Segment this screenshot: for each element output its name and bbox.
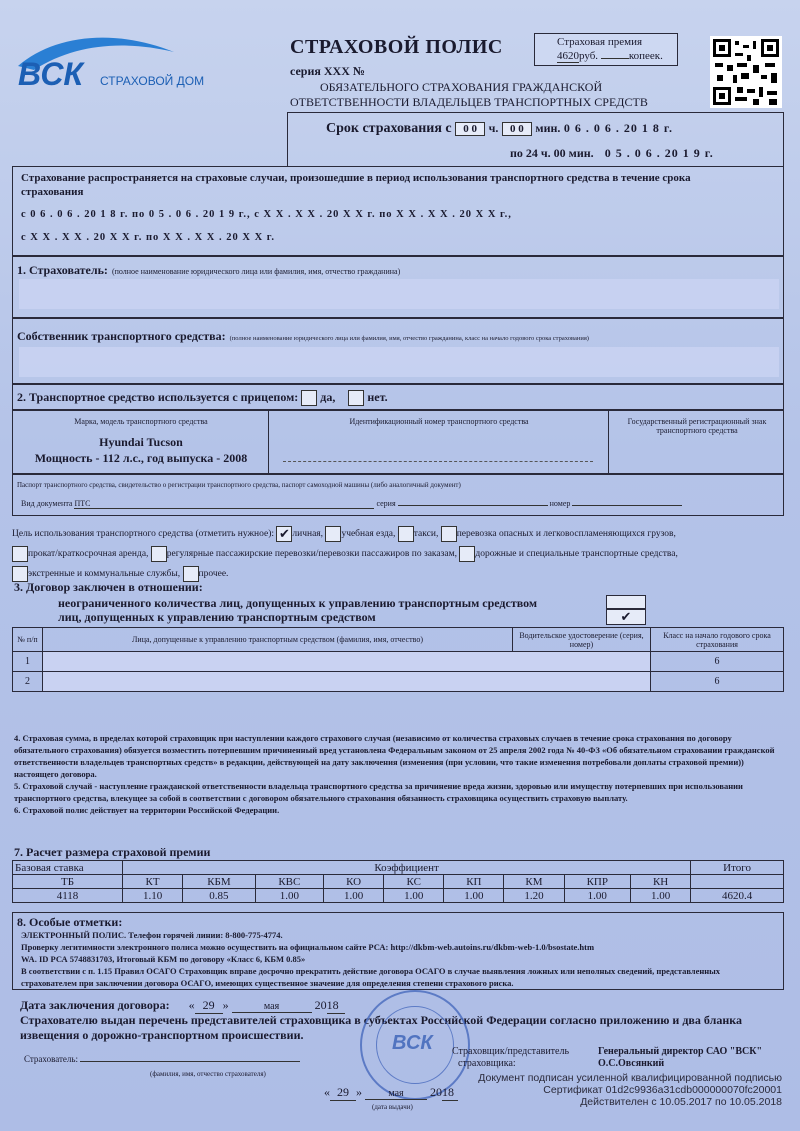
calc-head-3: КВС [255, 875, 323, 889]
insured-sign-label: Страхователь: [24, 1054, 78, 1064]
owner-box [12, 318, 784, 384]
subtitle-line2: ОТВЕТСТВЕННОСТИ ВЛАДЕЛЬЦЕВ ТРАНСПОРТНЫХ СРЕДСТВ [290, 95, 648, 109]
coverage-row2: с X X . X X . 20 X X г. по X X . X X . 20 X X г. [21, 232, 275, 243]
purpose-checkbox-dangerous[interactable] [441, 526, 457, 542]
term-hours-unit: ч. [488, 121, 499, 135]
sign-month: мая [232, 1001, 312, 1013]
purpose-section [12, 524, 784, 584]
driver-name-field[interactable] [43, 672, 651, 692]
purpose-item-special: дорожные и специальные транспортные средства, [475, 549, 678, 559]
insured-signature-field[interactable] [80, 1061, 300, 1062]
qr-code [710, 36, 782, 108]
doc-number-label: номер [549, 499, 571, 508]
e-sign-line3: Действителен с 10.05.2017 по 10.05.2018 [580, 1096, 782, 1108]
sign-date-label: Дата заключения договора: [20, 998, 170, 1012]
term-p4: 4. Страховая сумма, в пределах которой страховщик при наступлении каждого страхового случая (независимо от количества страховых случаев в течение срока страхования по договору обязательного страхования) обязуется возместить потерпевшим причиненный вред установлена Федеральным законом от 25 апреля 2002 года № 40-ФЗ «Об обязательном страховании гражданской ответственности владельцев транспортных средств» в редакции, действующей на дату заключения (изменения (при условии, что такие изменения потребовали доплаты страховой премии)) настоящего договора. [14, 733, 775, 779]
vehicle-vin-field[interactable] [283, 461, 593, 462]
calc-value-2: 0.85 [183, 889, 256, 903]
purpose-item-passenger: регулярные пассажирские перевозки/перевозки пассажиров по заказам, [166, 549, 457, 559]
sign-year: 18 [327, 998, 345, 1014]
calc-coef-label: Коэффициент [123, 861, 691, 875]
term-date-from: 0 6 . 0 6 . 20 1 8 г. [563, 121, 674, 135]
term-label: Срок страхования с [326, 121, 452, 136]
coverage-box [12, 166, 784, 256]
purpose-checkbox-personal[interactable]: ✔ [276, 526, 292, 542]
calc-head-1: КТ [123, 875, 183, 889]
premium-kop: копеек. [628, 50, 663, 62]
calc-head-8: КПР [564, 875, 631, 889]
drivers-head-license: Водительское удостоверение (серия, номер) [513, 628, 651, 652]
rep-label1: Страховщик/представитель [452, 1046, 570, 1057]
purpose-label: Цель использования транспортного средства (отметить нужное): [12, 529, 275, 539]
page-title: СТРАХОВОЙ ПОЛИС [290, 36, 503, 58]
purpose-checkbox-special[interactable] [459, 546, 475, 562]
driver-row-class: 6 [651, 672, 784, 692]
subtitle-line1: ОБЯЗАТЕЛЬНОГО СТРАХОВАНИЯ ГРАЖДАНСКОЙ [320, 80, 603, 94]
policy-series: серия XXX № [290, 64, 365, 78]
insurer-name-field[interactable] [19, 279, 779, 309]
calc-value-9: 1.00 [631, 889, 691, 903]
note-line: Проверку легитимности электронного полиса можно осуществить на официальном сайте РСА: http://dkbm-web.autoins.ru/dkbm-web-1.0/bsostate.htm [21, 942, 595, 952]
purpose-item-other: прочее. [198, 569, 229, 579]
owner-title: Собственник транспортного средства: [17, 329, 226, 343]
purpose-checkbox-taxi[interactable] [398, 526, 414, 542]
calc-value-5: 1.00 [384, 889, 444, 903]
stamp-mark: ВСК [392, 1032, 433, 1054]
term-to-label: по 24 ч. 00 мин. [510, 146, 594, 160]
table-row [13, 672, 784, 692]
issue-day: 29 [330, 1085, 356, 1101]
calc-total-label: Итого [691, 861, 784, 875]
trailer-title: 2. Транспортное средство используется с прицепом: [17, 390, 299, 404]
drivers-table [12, 627, 784, 692]
contract-limited-checkbox[interactable]: ✔ [606, 609, 646, 625]
calc-value-4: 1.00 [324, 889, 384, 903]
coverage-text: Страхование распространяется на страховые случаи, произошедшие в период использования транспортного средства в течение срока страхования [21, 172, 691, 198]
owner-hint: (полное наименование юридического лица или фамилия, имя, отчество гражданина, класс на начало годового срока страхования) [229, 335, 589, 342]
driver-row-num: 2 [13, 672, 43, 692]
term-hours: 0 0 [455, 122, 485, 136]
calc-title: 7. Расчет размера страховой премии [14, 845, 211, 859]
term-p5: 5. Страховой случай - наступление гражданской ответственности владельца транспортного средства за причинение вреда жизни, здоровью или имуществу потерпевших при использовании транспортного средства, влекущее за собой в соответствии с договором обязательного страхования обязанность страховщика осуществить страховую выплату. [14, 781, 743, 803]
notes-box [12, 912, 784, 990]
sign-year-prefix: 20 [314, 998, 327, 1012]
rep-name2: О.С.Овсянкий [598, 1058, 665, 1069]
calc-base-label: Базовая ставка [13, 861, 123, 875]
premium-value: 4620 [557, 50, 579, 62]
contract-unlimited-checkbox[interactable] [606, 595, 646, 609]
trailer-no-checkbox[interactable] [348, 390, 364, 406]
purpose-item-taxi: такси, [413, 529, 439, 539]
electronic-signature [458, 1072, 782, 1108]
calc-head-6: КП [444, 875, 504, 889]
calc-value-7: 1.20 [504, 889, 564, 903]
calc-value-8: 1.00 [564, 889, 631, 903]
issue-month: мая [365, 1088, 427, 1100]
qr-code-icon [713, 39, 779, 105]
drivers-head-class: Класс на начало годового срока страхования [651, 628, 784, 652]
company-stamp [360, 990, 470, 1100]
trailer-box [12, 384, 784, 410]
issue-year: 18 [442, 1085, 458, 1101]
note-line: WA. ID РСА 5748831703, Итоговый КБМ по договору «Класс 6, КБМ 0.85» [21, 954, 306, 964]
drivers-head-name: Лица, допущенные к управлению транспортным средством (фамилия, имя, отчество) [43, 628, 513, 652]
contract-title: 3. Договор заключен в отношении: [14, 580, 203, 594]
driver-name-field[interactable] [43, 652, 651, 672]
purpose-item-training: учебная езда, [341, 529, 396, 539]
premium-label: Страховая премия [557, 36, 643, 48]
purpose-item-personal: личная, [292, 529, 324, 539]
term-minutes: 0 0 [502, 122, 532, 136]
owner-name-field[interactable] [19, 347, 779, 377]
vehicle-details: Мощность - 112 л.с., год выпуска - 2008 [34, 451, 248, 465]
e-sign-line2: Сертификат 01d2c9936a31cdb000000070fc20001 [543, 1084, 782, 1096]
vehicle-model-head: Марка, модель транспортного средства [74, 417, 208, 426]
logo-mark: ВСК [18, 56, 84, 92]
trailer-no-label: нет. [367, 390, 388, 404]
coverage-row1: с 0 6 . 0 6 . 20 1 8 г. по 0 5 . 0 6 . 20 1 9 г., с X X . X X . 20 X X г. по X X . X X . 20 X X г., [21, 209, 512, 220]
insured-sign-hint: (фамилия, имя, отчество страхователя) [150, 1070, 266, 1078]
insurer-title: 1. Страхователь: [17, 263, 108, 277]
calc-head-9: КН [631, 875, 691, 889]
calc-head-total-empty [691, 875, 784, 889]
trailer-yes-label: да, [320, 390, 336, 404]
premium-box [534, 33, 678, 66]
table-row [13, 652, 784, 672]
doc-type-value: ПТС [74, 499, 374, 509]
trailer-yes-checkbox[interactable] [301, 390, 317, 406]
calc-head-5: КС [384, 875, 444, 889]
doc-type-label: Вид документа [21, 499, 73, 508]
calc-head-2: КБМ [183, 875, 256, 889]
driver-row-class: 6 [651, 652, 784, 672]
purpose-checkbox-rental[interactable] [12, 546, 28, 562]
note-line: В соответствии с п. 1.15 Правил ОСАГО Страховщик вправе досрочно прекратить действие договора ОСАГО в случае выявления ложных или неполных сведений, представленных страхователем при заключении договора ОСАГО, имеющих существенное значение для определения степени страхового риска. [21, 966, 721, 988]
insurer-box [12, 256, 784, 318]
rep-label2: страховщика: [458, 1058, 516, 1069]
term-box [287, 112, 784, 167]
contract-option-unlimited: неограниченного количества лиц, допущенных к управлению транспортным средством [58, 596, 538, 610]
purpose-item-rental: прокат/краткосрочная аренда, [28, 549, 149, 559]
driver-row-num: 1 [13, 652, 43, 672]
calc-value-0: 4118 [13, 889, 123, 903]
issue-year-prefix: 20 [430, 1085, 442, 1099]
logo-name: СТРАХОВОЙ ДОМ [100, 74, 205, 88]
note-line: ЭЛЕКТРОННЫЙ ПОЛИС. Телефон горячей линии: 8-800-775-4774. [21, 930, 283, 940]
contract-option-limited: лиц, допущенных к управлению транспортным средством [58, 610, 376, 624]
calc-value-3: 1.00 [255, 889, 323, 903]
terms-section [14, 732, 784, 816]
calc-value-1: 1.10 [123, 889, 183, 903]
calc-table [12, 860, 784, 903]
term-p6: 6. Страховой полис действует на территории Российской Федерации. [14, 805, 280, 815]
vehicle-plate-head: Государственный регистрационный знак транспортного средства [627, 417, 767, 435]
passport-head: Паспорт транспортного средства, свидетельство о регистрации транспортного средства, паспорт самоходной машины (либо аналогичный документ) [17, 481, 461, 489]
purpose-item-dangerous: перевозка опасных и легковоспламеняющихся грузов, [456, 529, 676, 539]
sign-day: 29 [195, 998, 223, 1014]
premium-rub: руб. [579, 50, 599, 62]
policy-page: ВСК СТРАХОВОЙ ДОМ СТРАХОВОЙ ПОЛИС серия XXX № ОБЯЗАТЕЛЬНОГО СТРАХОВАНИЯ ГРАЖДАНСКОЙ ОТВЕТСТВЕННОСТИ ВЛАДЕЛЬЦЕВ ТРАНСПОРТНЫХ СРЕДСТВ Страховая премия 4620руб. копеек. Срок страхования с 0 0 ч. 0 0 мин. 0 6 . 0 6 . 20 1 8 г. по 24 ч. 00 мин. 0 5 . 0 6 . 20 1 9 г. Страхование распространяется на страховые случаи, произошедшие в период использования транспортного средства в течение срока страхования с 0 6 . 0 6 . 20 1 8 г. по 0 5 . 0 6 . 20 1 9 г., с X X . X X . 20 X X г. по X X . X X . 20 X X г., с X X . X X . 20 X X г. по X X . X X . 20 X X г. 1. Страхователь: (полное наименование юридического лица или фамилия, имя, отчество гражданина) Собственник транспортного средства: (полное наименование юридического лица или фамилия, имя, отчество гражданина, класс на начало годового срока страхования) 2. Транспортное средство используется с прицепом: да, нет. Марка, модель транспортного средства Hyundai Tucson Мощность - 112 л.с., год выпуска - 2008 Идентификационный номер транспортного средства Государственный регистрационный знак транспортного средства Паспорт транспортного средства, свидетельство о регистрации транспортного средства, паспорт самоходной машины (либо аналогичный документ) Вид документа ПТС серия номер Цель использования транспортного средства (отметить нужное): ✔ личная, учебная езда, такси, перевозка опасных и легковоспламеняющихся грузов, прокат/краткосрочная аренда, регулярные пассажирские перевозки/перевозки пассажиров по заказам, дорожные и специальные транспортные средства, экстренные и коммунальные службы, прочее. 3. Договор заключен в отношении: неограниченного количества лиц, допущенных к управлению транспортным средством лиц, допущенных к управлению транспортным средством ✔ № п/п Лица, допущенные к управлению транспортным средством (фамилия, имя, отчество) Водительское удостоверение (серия, номер) Класс на начало годового срока страхования 1 6 2 6 4. Страховая сумма, в пределах которой страховщик при наступлении каждого страхового случая (независимо от количества страховых случаев в течение срока страхования по договору обязательного страхования) обязуется возместить потерпевшим причиненный вред установлена Федеральным законом от 25 апреля 2002 года № 40-ФЗ «Об обязательном страховании гражданской ответственности владельцев транспортных средств» в редакции, действующей на дату заключения (изменения (при условии, что такие изменения потребовали доплаты страховой премии)) настоящего договора. 5. Страховой случай - наступление гражданской ответственности владельца транспортного средства за причинение вреда жизни, здоровью или имуществу потерпевших при использовании транспортного средства, влекущее за собой в соответствии с договором обязательного страхования обязанность страховщика осуществить страховую выплату. 6. Страховой полис действует на территории Российской Федерации. 7. Расчет размера страховой премии Базовая ставка Коэффициент Итого ТБ КТ КБМ КВС КО КС КП КМ КПР КН 4118 1.10 0.85 1.00 1.00 1.00 1.00 1.20 1.00 1.00 4620.4 8. Особые отметки: ЭЛЕКТРОННЫЙ ПОЛИС. Телефон горячей линии: 8-800-775-4774. Проверку легитимности электронного полиса можно осуществить на официальном сайте РСА: http://dkbm-web.autoins.ru/dkbm-web-1.0/bsostate.htm WA. ID РСА 5748831703, Итоговый КБМ по договору «Класс 6, КБМ 0.85» В соответствии с п. 1.15 Правил ОСАГО Страховщик вправе досрочно прекратить действие договора ОСАГО в случае выявления ложных или неполных сведений, представленных страхователем при заключении договора ОСАГО, имеющих существенное значение для определения степени страхового риска. Дата заключения договора: « 29 » мая 2018 Страхователю выдан перечень представителей страховщика в субъектах Российской Федерации согласно приложению и два бланка извещения о дорожно-транспортном происшествии. Страхователь: (фамилия, имя, отчество страхователя) ВСК Страховщик/представитель страховщика: Генеральный директор САО "ВСК" О.С.Овсянкий « 29 » мая 2018 (дата выдачи) Документ подписан усиленной квалифицированной подписью Сертификат 01d2c9936a31cdb000000070fc20001 Действителен с 10.05.2017 по 10.05.2018 [0, 0, 800, 1131]
notes-title: 8. Особые отметки: [17, 915, 123, 929]
vehicle-vin-head: Идентификационный номер транспортного средства [349, 417, 529, 426]
issue-date-hint: (дата выдачи) [372, 1103, 413, 1111]
vehicle-box [12, 410, 784, 474]
term-minutes-unit: мин. [535, 121, 561, 135]
vehicle-model: Hyundai Tucson [99, 435, 183, 449]
rep-name1: Генеральный директор САО "ВСК" [598, 1046, 763, 1057]
doc-series-label: серия [376, 499, 396, 508]
calc-head-7: КМ [504, 875, 564, 889]
purpose-checkbox-passenger[interactable] [151, 546, 167, 562]
calc-value-6: 1.00 [444, 889, 504, 903]
term-date-to: 0 5 . 0 6 . 20 1 9 г. [604, 146, 714, 160]
purpose-item-emergency: экстренные и коммунальные службы, [28, 569, 181, 579]
company-logo [14, 30, 224, 92]
drivers-head-num: № п/п [13, 628, 43, 652]
calc-head-0: ТБ [13, 875, 123, 889]
purpose-checkbox-training[interactable] [325, 526, 341, 542]
e-sign-line1: Документ подписан усиленной квалифицированной подписью [478, 1072, 782, 1084]
sign-notice: Страхователю выдан перечень представителей страховщика в субъектах Российской Федерации согласно приложению и два бланка извещения о дорожно-транспортном происшествии. [20, 1013, 742, 1042]
calc-head-4: КО [324, 875, 384, 889]
vehicle-passport-box [12, 474, 784, 516]
insurer-hint: (полное наименование юридического лица или фамилия, имя, отчество гражданина) [111, 267, 401, 276]
calc-total: 4620.4 [691, 889, 784, 903]
